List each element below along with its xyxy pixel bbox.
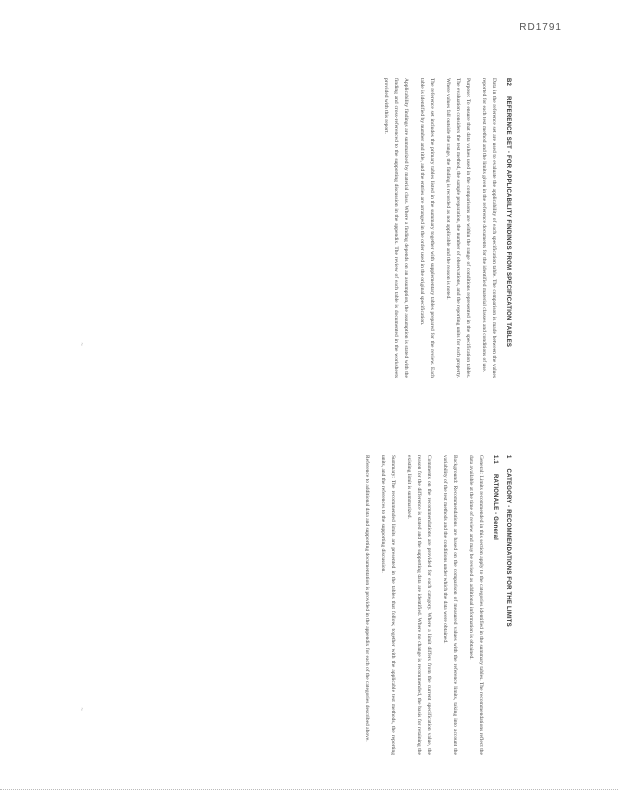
page-mark-bottom: ~: [80, 707, 86, 711]
subsection-number: 1.1: [492, 455, 498, 464]
section-title: CATEGORY - RECOMMENDATIONS FOR THE LIMITS: [505, 468, 511, 627]
subsection-heading-1-1: [490, 455, 499, 755]
section-number: B2: [505, 78, 511, 87]
paragraph: Summary: The recommended limits are presented in the tables that follow, together with the applicable test methods, the reporting units, and the references to the supporting discussion.: [380, 455, 396, 755]
document-id: RD1791: [519, 22, 562, 33]
subsection-title: RATIONALE - General: [492, 473, 498, 540]
paragraph: Applicability findings are summarized by material class. Where a finding depends on an assumption, the assumption is stated with the finding and cross-referenced to the supporting discussion in the appendix. The review of each table is documented in the worksheets provided with this report.: [383, 78, 409, 378]
rotated-page-lower: [132, 455, 512, 755]
page-bottom-border: [0, 789, 618, 790]
paragraph: Reference to additional data and supporting documentation is provided in the appendix for each of the categories described above.: [364, 455, 370, 742]
section-title: REFERENCE SET - FOR APPLICABILITY FINDINGS FROM SPECIFICATION TABLES: [505, 96, 511, 348]
section-heading-1: [503, 455, 512, 755]
paragraph: General: Limits recommended in this section apply to the categories identified in the summary tables. The recommendations reflect the data available at the time of review and may be revised as additional information is obtained.: [468, 455, 484, 755]
paragraph: Comments on the recommendations are provided for each category. Where a limit differs from the current specification value, the reason for the difference is stated and the supporting data are identified. Where no change is recommended, the basis for retaining the existing limit is summarized.: [406, 455, 432, 755]
section-number: 1: [505, 455, 511, 459]
paragraph: Purpose: To ensure that data values used in the comparisons are within the range of conditions represented in the specification tables. The evaluation considers the test method, the sample preparation, the number of observations, and the reporting units for each property. Where values fall outside the range, the finding is recorded as not applicable and the reason is noted.: [445, 78, 471, 378]
page-mark-top: ~: [80, 342, 86, 346]
paragraph: Background: Recommendations are based on the comparison of measured values with the reference limits, taking into account the variability of the test methods and the conditions under which the data were obtained.: [442, 455, 458, 755]
paragraph: Data in the reference set are used to evaluate the applicability of each specification table. The comparison is made between the values reported for each test method and the limits given in the reference documents for the identified material classes and conditions of use.: [481, 78, 497, 378]
section-heading-b2: [503, 78, 512, 378]
rotated-page-upper: [132, 78, 512, 378]
paragraph: The reference set includes the primary tables listed in the summary together with supplementary tables prepared for the review. Each table is identified by number and title, and the entries are arranged in the order used in the original specification.: [419, 78, 435, 378]
